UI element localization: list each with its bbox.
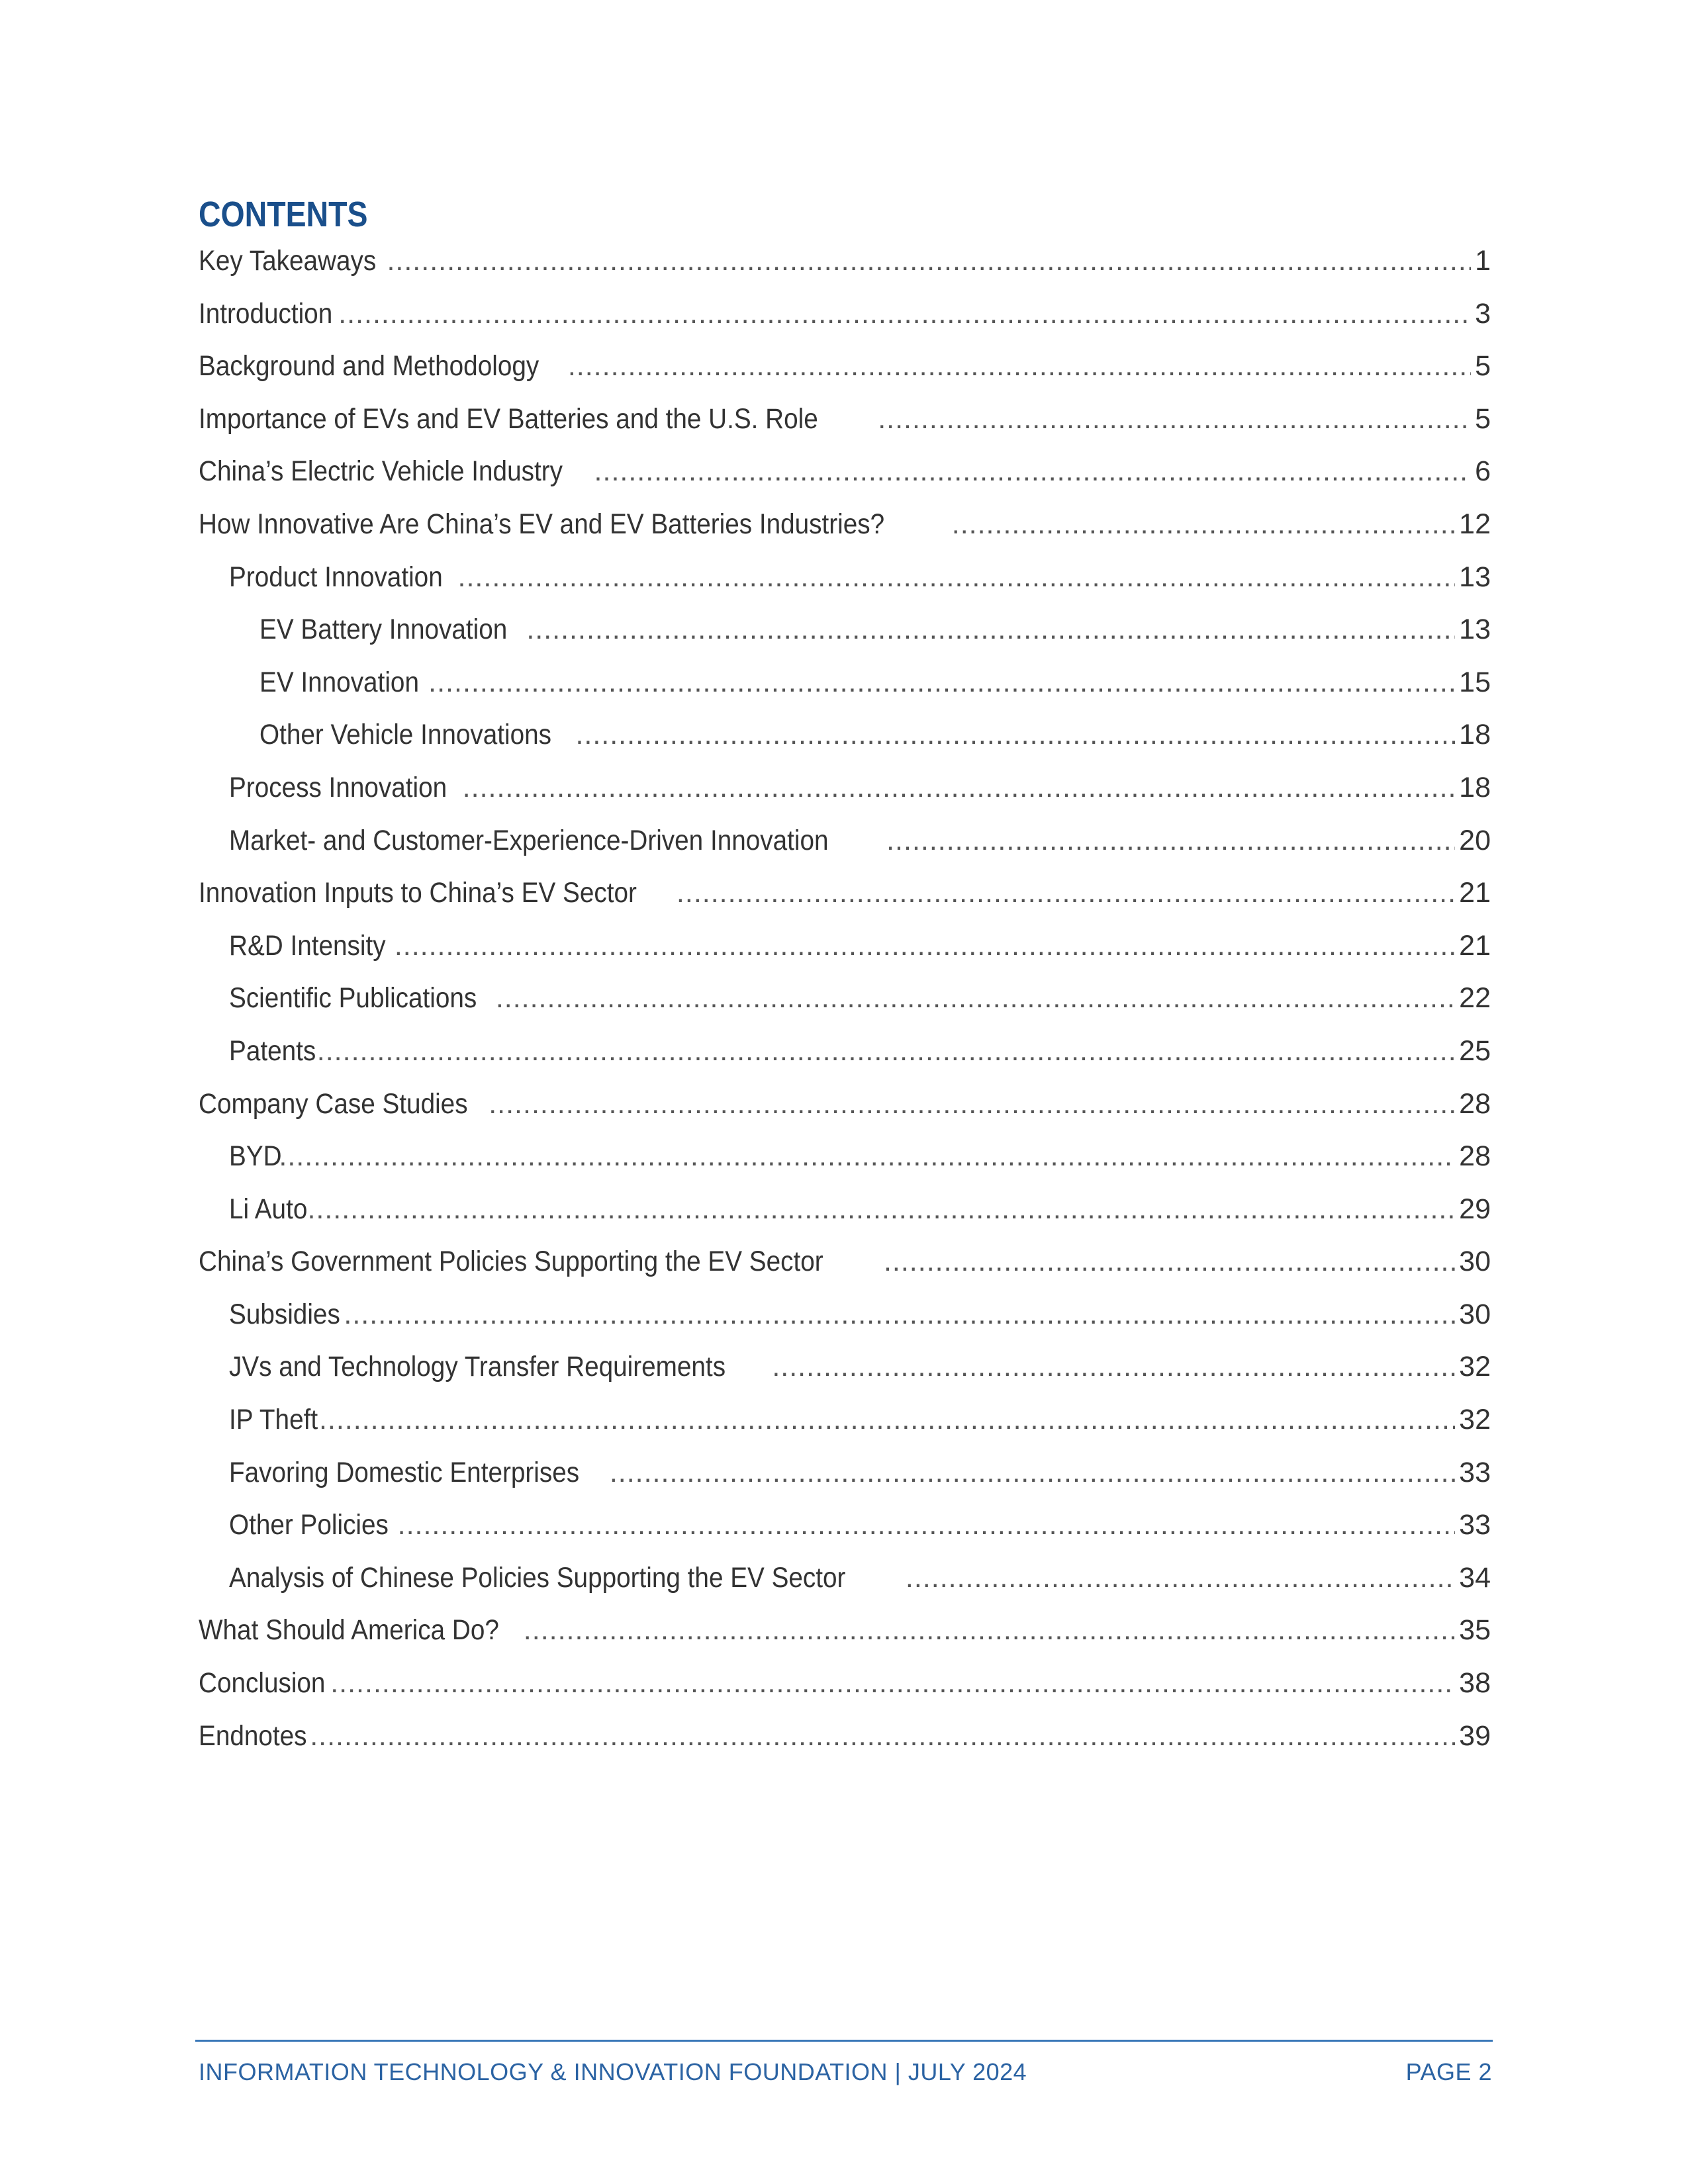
dot-leader	[677, 877, 1455, 909]
dot-leader	[310, 1720, 1455, 1752]
toc-entry-page: 5	[1475, 350, 1491, 383]
toc-entry-label: JVs and Technology Transfer Requirements	[229, 1351, 726, 1383]
toc-entry-page: 3	[1475, 297, 1491, 330]
toc-entry-innovation-inputs[interactable]	[199, 877, 1491, 930]
footer-publisher-date: INFORMATION TECHNOLOGY & INNOVATION FOUNDATION | JULY 2024	[199, 2058, 1027, 2085]
toc-entry-label: Introduction	[199, 297, 333, 330]
toc-entry-page: 28	[1459, 1087, 1491, 1120]
toc-entry-label: BYD	[229, 1140, 282, 1173]
toc-entry-label: How Innovative Are China’s EV and EV Batteries Industries?	[199, 508, 885, 540]
toc-entry-label: Other Policies	[229, 1509, 389, 1541]
footer-page-number: PAGE 2	[1405, 2058, 1492, 2085]
toc-entry-label: Process Innovation	[229, 771, 447, 803]
toc-entry-page: 21	[1459, 877, 1491, 909]
toc-entry-importance-of-evs[interactable]	[199, 403, 1491, 456]
toc-entry-jvs-technology-transfer[interactable]	[199, 1351, 1491, 1404]
toc-entry-byd[interactable]	[199, 1140, 1491, 1193]
dot-leader	[489, 1088, 1455, 1120]
toc-entry-page: 20	[1459, 824, 1491, 856]
dot-leader	[319, 1404, 1455, 1436]
dot-leader	[496, 982, 1455, 1015]
dot-leader	[594, 455, 1472, 488]
toc-entry-page: 35	[1459, 1614, 1491, 1647]
toc-entry-page: 38	[1459, 1667, 1491, 1700]
toc-entry-page: 30	[1459, 1246, 1491, 1278]
toc-entry-what-should-america-do[interactable]	[199, 1614, 1491, 1667]
dot-leader	[395, 930, 1455, 962]
toc-entry-label: Other Vehicle Innovations	[259, 719, 552, 751]
dot-leader	[463, 772, 1455, 804]
toc-entry-label: Company Case Studies	[199, 1087, 468, 1120]
toc-entry-page: 5	[1475, 402, 1491, 435]
dot-leader	[387, 245, 1471, 277]
dot-leader	[886, 825, 1455, 857]
toc-entry-page: 25	[1459, 1034, 1491, 1067]
toc-entry-page: 15	[1459, 666, 1491, 698]
toc-entry-label: R&D Intensity	[229, 929, 386, 962]
toc-entry-label: Background and Methodology	[199, 350, 539, 383]
dot-leader	[884, 1246, 1455, 1278]
toc-entry-page: 21	[1459, 929, 1491, 962]
toc-entry-label: Importance of EVs and EV Batteries and the U.S. Role	[199, 402, 818, 435]
dot-leader	[307, 1193, 1455, 1226]
toc-entry-label: Li Auto	[229, 1193, 308, 1225]
dot-leader	[344, 1298, 1455, 1331]
toc-entry-conclusion[interactable]	[199, 1667, 1491, 1720]
toc-entry-government-policies[interactable]	[199, 1246, 1491, 1298]
toc-entry-page: 13	[1459, 614, 1491, 646]
toc-entry-page: 28	[1459, 1140, 1491, 1173]
toc-entry-label: Subsidies	[229, 1298, 340, 1330]
toc-entry-label: Innovation Inputs to China’s EV Sector	[199, 877, 637, 909]
toc-entry-product-innovation[interactable]	[199, 561, 1491, 614]
toc-entry-label: Endnotes	[199, 1719, 307, 1752]
dot-leader	[428, 666, 1455, 699]
dot-leader	[338, 298, 1471, 330]
toc-entry-label: China’s Government Policies Supporting the EV Sector	[199, 1246, 823, 1278]
dot-leader	[568, 350, 1471, 383]
toc-entry-ev-innovation[interactable]	[199, 666, 1491, 719]
toc-entry-rd-intensity[interactable]	[199, 930, 1491, 983]
toc-entry-favoring-domestic[interactable]	[199, 1457, 1491, 1510]
toc-entry-page: 22	[1459, 982, 1491, 1015]
toc-entry-subsidies[interactable]	[199, 1298, 1491, 1351]
toc-entry-label: EV Innovation	[259, 666, 419, 698]
dot-leader	[610, 1457, 1455, 1489]
toc-entry-page: 32	[1459, 1404, 1491, 1436]
toc-entry-page: 39	[1459, 1719, 1491, 1752]
dot-leader	[526, 614, 1455, 646]
dot-leader	[952, 508, 1455, 541]
dot-leader	[398, 1509, 1456, 1541]
toc-entry-page: 6	[1475, 455, 1491, 488]
toc-entry-ev-battery-innovation[interactable]	[199, 614, 1491, 666]
toc-entry-key-takeaways[interactable]	[199, 245, 1491, 298]
toc-entry-other-vehicle-innovations[interactable]	[199, 719, 1491, 772]
table-of-contents	[199, 245, 1491, 1772]
toc-entry-label: EV Battery Innovation	[259, 614, 508, 646]
toc-entry-label: Patents	[229, 1034, 316, 1067]
toc-entry-label: Key Takeaways	[199, 245, 377, 277]
toc-entry-label: Market- and Customer-Experience-Driven Innovation	[229, 824, 829, 856]
toc-entry-label: Scientific Publications	[229, 982, 477, 1015]
toc-entry-label: China’s Electric Vehicle Industry	[199, 455, 563, 488]
toc-entry-ip-theft[interactable]	[199, 1404, 1491, 1457]
toc-entry-label: What Should America Do?	[199, 1614, 499, 1647]
dot-leader	[524, 1614, 1455, 1647]
toc-entry-li-auto[interactable]	[199, 1193, 1491, 1246]
toc-entry-page: 34	[1459, 1561, 1491, 1594]
toc-entry-patents[interactable]	[199, 1035, 1491, 1088]
toc-entry-page: 1	[1475, 245, 1491, 277]
toc-entry-label: Product Innovation	[229, 561, 443, 593]
toc-entry-page: 29	[1459, 1193, 1491, 1225]
footer-divider	[195, 2040, 1493, 2042]
toc-entry-introduction[interactable]	[199, 298, 1491, 351]
toc-entry-background-methodology[interactable]	[199, 350, 1491, 403]
dot-leader	[772, 1351, 1455, 1383]
toc-entry-how-innovative[interactable]	[199, 508, 1491, 561]
toc-entry-other-policies[interactable]	[199, 1509, 1491, 1562]
toc-entry-page: 18	[1459, 719, 1491, 751]
dot-leader	[330, 1667, 1455, 1700]
dot-leader	[317, 1035, 1455, 1068]
dot-leader	[575, 719, 1455, 751]
toc-entry-endnotes[interactable]	[199, 1720, 1491, 1773]
toc-entry-page: 32	[1459, 1351, 1491, 1383]
dot-leader	[878, 403, 1471, 435]
toc-entry-market-customer-innovation[interactable]	[199, 825, 1491, 878]
toc-entry-page: 18	[1459, 771, 1491, 803]
toc-entry-china-ev-industry[interactable]	[199, 455, 1491, 508]
toc-entry-process-innovation[interactable]	[199, 772, 1491, 825]
toc-entry-scientific-publications[interactable]	[199, 982, 1491, 1035]
contents-heading: CONTENTS	[199, 195, 368, 234]
toc-entry-company-case-studies[interactable]	[199, 1088, 1491, 1141]
toc-entry-page: 33	[1459, 1456, 1491, 1488]
toc-entry-label: IP Theft	[229, 1404, 318, 1436]
toc-entry-label: Conclusion	[199, 1667, 326, 1700]
toc-entry-analysis-of-policies[interactable]	[199, 1562, 1491, 1615]
toc-entry-page: 12	[1459, 508, 1491, 540]
toc-entry-label: Favoring Domestic Enterprises	[229, 1456, 580, 1488]
toc-entry-page: 13	[1459, 561, 1491, 593]
toc-entry-page: 33	[1459, 1509, 1491, 1541]
toc-entry-page: 30	[1459, 1298, 1491, 1330]
dot-leader	[279, 1140, 1455, 1173]
dot-leader	[906, 1562, 1455, 1594]
toc-entry-label: Analysis of Chinese Policies Supporting the EV Sector	[229, 1561, 846, 1594]
dot-leader	[458, 561, 1456, 594]
